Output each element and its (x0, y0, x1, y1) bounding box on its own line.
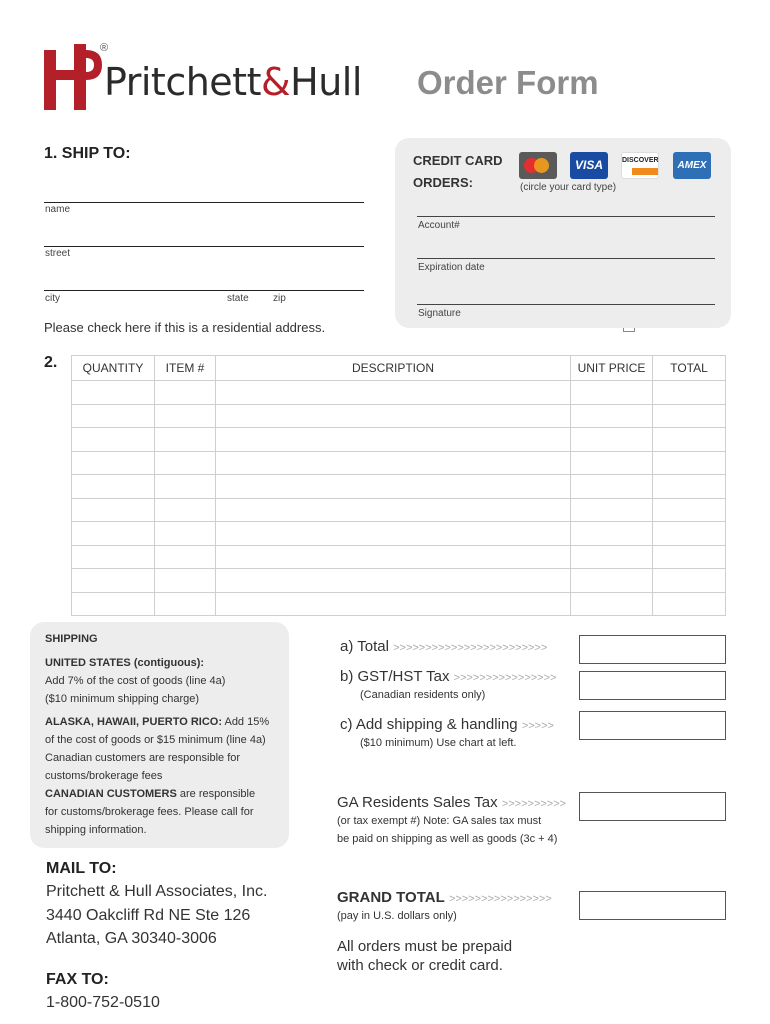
street-field[interactable] (44, 246, 364, 247)
table-cell[interactable] (571, 381, 653, 405)
ca-bold: CANADIAN CUSTOMERS (45, 788, 177, 800)
table-row (72, 404, 726, 428)
table-cell[interactable] (653, 451, 726, 475)
account-field[interactable] (417, 216, 715, 217)
mastercard-icon[interactable] (519, 152, 557, 179)
prepaid-line1: All orders must be prepaid (337, 938, 513, 955)
ak-line4: customs/brokerage fees (45, 770, 163, 782)
brand-name (104, 60, 362, 104)
table-row (72, 522, 726, 546)
ak-line1 (45, 713, 269, 731)
amex-icon[interactable]: AMEX (673, 152, 711, 179)
fax-number: 1-800-752-0510 (46, 994, 160, 1011)
us-line2: ($10 minimum shipping charge) (45, 693, 200, 705)
fax-to-heading: FAX TO: (46, 971, 109, 988)
arrows: >>>>>>>>>>>>>>>> (448, 893, 552, 905)
table-cell[interactable] (653, 498, 726, 522)
mail-line1: Pritchett & Hull Associates, Inc. (46, 883, 268, 900)
table-cell[interactable] (571, 404, 653, 428)
total-b-box[interactable] (579, 671, 726, 700)
page-title: Order Form (417, 64, 599, 101)
city-label: city (45, 293, 60, 304)
items-table (71, 355, 726, 616)
signature-label: Signature (418, 308, 461, 319)
table-row (72, 428, 726, 452)
col-description: DESCRIPTION (216, 356, 571, 381)
col-unit-price: UNIT PRICE (571, 356, 653, 381)
mail-line2: 3440 Oakcliff Rd NE Ste 126 (46, 907, 251, 924)
cc-title-line2: ORDERS: (413, 175, 473, 190)
table-cell[interactable] (72, 545, 155, 569)
table-cell[interactable] (72, 569, 155, 593)
table-cell[interactable] (571, 545, 653, 569)
brand-amp: & (260, 60, 291, 104)
credit-card-panel (395, 138, 731, 328)
table-row (72, 592, 726, 616)
company-logo-icon (44, 44, 102, 110)
table-cell[interactable] (155, 569, 216, 593)
grand-total-label: GRAND TOTAL >>>>>>>>>>>>>>>> (337, 889, 552, 906)
table-cell[interactable] (72, 451, 155, 475)
table-cell[interactable] (155, 545, 216, 569)
shipping-heading: SHIPPING (45, 633, 98, 645)
street-label: street (45, 248, 71, 259)
account-label: Account# (418, 220, 460, 231)
table-cell[interactable] (571, 498, 653, 522)
table-cell[interactable] (571, 569, 653, 593)
table-row (72, 451, 726, 475)
table-cell[interactable] (155, 451, 216, 475)
brand-left: Pritchett (104, 60, 261, 104)
total-b-sub: (Canadian residents only) (360, 689, 486, 701)
expiration-label: Expiration date (418, 262, 485, 273)
table-cell[interactable] (155, 404, 216, 428)
table-row (72, 498, 726, 522)
table-cell[interactable] (216, 451, 571, 475)
ca-line3: shipping information. (45, 824, 147, 836)
table-cell[interactable] (216, 592, 571, 616)
table-cell[interactable] (216, 428, 571, 452)
table-cell[interactable] (571, 428, 653, 452)
us-line1: Add 7% of the cost of goods (line 4a) (45, 675, 226, 687)
table-cell[interactable] (155, 428, 216, 452)
ship-to-heading: 1. SHIP TO: (44, 145, 131, 162)
total-a-label: a) Total >>>>>>>>>>>>>>>>>>>>>>>> (340, 638, 548, 655)
col-item: ITEM # (155, 356, 216, 381)
total-b-label: b) GST/HST Tax >>>>>>>>>>>>>>>> (340, 668, 557, 685)
table-cell[interactable] (653, 475, 726, 499)
grand-total-sub: (pay in U.S. dollars only) (337, 910, 457, 922)
table-cell[interactable] (571, 522, 653, 546)
col-quantity: QUANTITY (72, 356, 155, 381)
name-field[interactable] (44, 202, 364, 203)
ga-sub1: (or tax exempt #) Note: GA sales tax must (337, 815, 542, 827)
credit-card-title (413, 150, 503, 194)
brand-right: Hull (290, 60, 362, 104)
visa-icon[interactable]: VISA (570, 152, 608, 179)
table-cell[interactable] (216, 404, 571, 428)
cc-title-line1: CREDIT CARD (413, 153, 503, 168)
table-cell[interactable] (653, 381, 726, 405)
total-a-box[interactable] (579, 635, 726, 664)
section-2-label: 2. (44, 354, 58, 371)
table-cell[interactable] (155, 381, 216, 405)
table-body (72, 381, 726, 616)
table-cell[interactable] (653, 545, 726, 569)
table-cell[interactable] (155, 498, 216, 522)
ga-tax-box[interactable] (579, 792, 726, 821)
discover-text: DISCOVER (622, 157, 659, 164)
table-cell[interactable] (216, 498, 571, 522)
table-cell[interactable] (72, 522, 155, 546)
total-c-box[interactable] (579, 711, 726, 740)
ca-line1 (45, 785, 255, 803)
ca-line2: for customs/brokerage fees. Please call for (45, 806, 254, 818)
table-cell[interactable] (72, 404, 155, 428)
prepaid-note (337, 937, 512, 975)
ak-line2: of the cost of goods or $15 minimum (line 4a) (45, 734, 266, 746)
ca-rest: are responsible (176, 788, 256, 800)
table-cell[interactable] (653, 592, 726, 616)
mail-to-heading: MAIL TO: (46, 860, 117, 877)
ga-sub2: be paid on shipping as well as goods (3c + 4) (337, 833, 558, 845)
us-heading: UNITED STATES (contiguous): (45, 657, 205, 669)
total-c-label: c) Add shipping & handling >>>>> (340, 716, 554, 733)
total-c-sub: ($10 minimum) Use chart at left. (360, 737, 517, 749)
table-cell[interactable] (155, 475, 216, 499)
name-label: name (45, 204, 71, 215)
arrows: >>>>> (521, 720, 554, 732)
ak-line3: Canadian customers are responsible for (45, 752, 241, 764)
discover-icon[interactable] (621, 152, 659, 179)
table-row (72, 381, 726, 405)
table-cell[interactable] (72, 592, 155, 616)
table-cell[interactable] (653, 522, 726, 546)
table-cell[interactable] (216, 381, 571, 405)
state-label: state (227, 293, 249, 304)
grand-total-box[interactable] (579, 891, 726, 920)
ga-tax-label: GA Residents Sales Tax >>>>>>>>>> (337, 794, 567, 811)
table-cell[interactable] (216, 522, 571, 546)
table-cell[interactable] (72, 428, 155, 452)
zip-label: zip (273, 293, 286, 304)
table-cell[interactable] (653, 404, 726, 428)
expiration-field[interactable] (417, 258, 715, 259)
ak-bold: ALASKA, HAWAII, PUERTO RICO: (45, 716, 223, 728)
table-row (72, 569, 726, 593)
ak-rest: Add 15% (222, 716, 270, 728)
shipping-panel (30, 622, 289, 848)
arrows: >>>>>>>>>> (501, 798, 567, 810)
table-cell[interactable] (155, 522, 216, 546)
col-total: TOTAL (653, 356, 726, 381)
table-row (72, 545, 726, 569)
table-cell[interactable] (571, 592, 653, 616)
table-cell[interactable] (653, 569, 726, 593)
table-cell[interactable] (72, 498, 155, 522)
arrows: >>>>>>>>>>>>>>>>>>>>>>>> (393, 642, 548, 654)
city-state-zip-field[interactable] (44, 290, 364, 291)
arrows: >>>>>>>>>>>>>>>> (453, 672, 557, 684)
table-cell[interactable] (72, 381, 155, 405)
table-cell[interactable] (216, 545, 571, 569)
table-header-row (72, 356, 726, 381)
circle-card-hint: (circle your card type) (520, 182, 617, 193)
signature-field[interactable] (417, 304, 715, 305)
mail-line3: Atlanta, GA 30340-3006 (46, 930, 217, 947)
table-cell[interactable] (155, 592, 216, 616)
residential-check[interactable] (44, 320, 325, 335)
table-cell[interactable] (571, 475, 653, 499)
registered-mark: ® (100, 42, 109, 54)
table-cell[interactable] (72, 475, 155, 499)
table-cell[interactable] (571, 451, 653, 475)
table-row (72, 475, 726, 499)
table-cell[interactable] (653, 428, 726, 452)
table-cell[interactable] (216, 475, 571, 499)
residential-text: Please check here if this is a residential address. (44, 320, 326, 335)
table-cell[interactable] (216, 569, 571, 593)
prepaid-line2: with check or credit card. (337, 957, 503, 974)
